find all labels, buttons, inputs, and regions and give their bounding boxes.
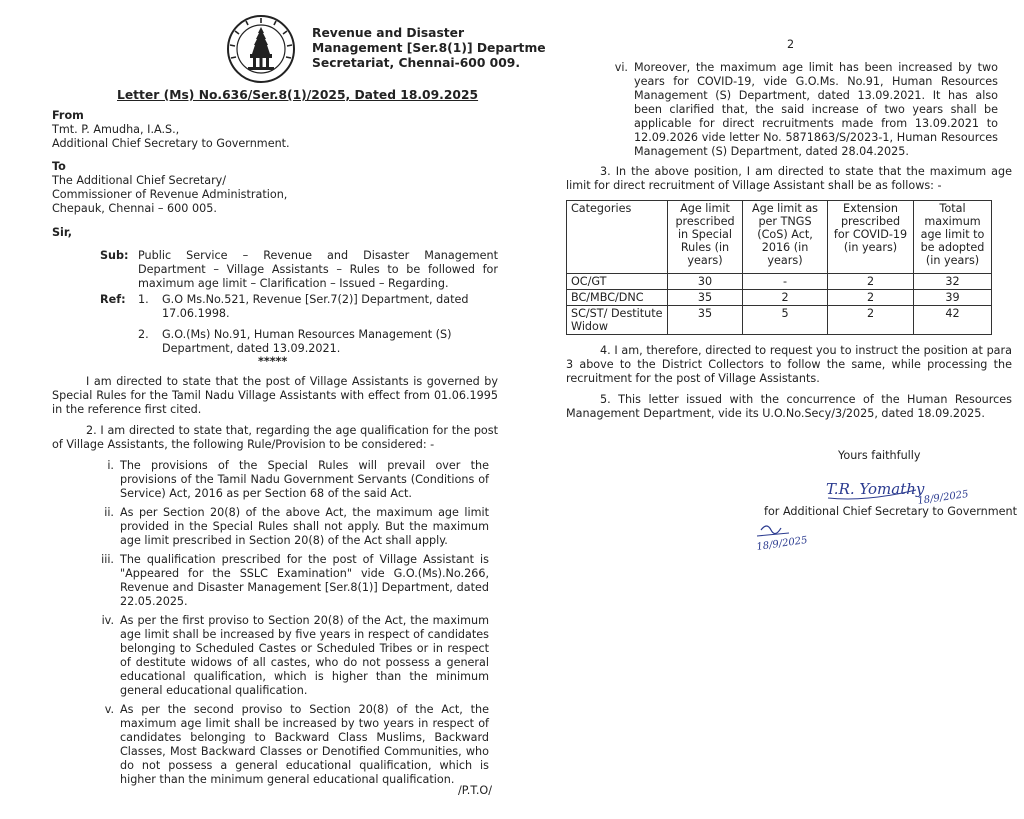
table-cell: 2	[828, 290, 914, 306]
table-header-cell: Extension prescribed for COVID-19 (in years)	[828, 201, 914, 274]
provision-number: iv.	[101, 614, 114, 627]
table-header-cell: Total maximum age limit to be adopted (in years)	[914, 201, 992, 274]
reference-number: 1.	[138, 293, 149, 306]
provision-number: vi.	[614, 61, 628, 74]
provision-number: v.	[104, 703, 114, 716]
table-header-cell: Categories	[567, 201, 668, 274]
subject-text: Public Service – Revenue and Disaster Management Department – Village Assistants – Rules to be followed for maximum age limit – Clarification – Issued – Regarding.	[138, 249, 498, 290]
separator-stars: *****	[258, 355, 288, 368]
table-cell: BC/MBC/DNC	[567, 290, 668, 306]
provision-item	[84, 703, 489, 787]
table-cell: 35	[668, 306, 743, 335]
closing: Yours faithfully	[838, 449, 921, 462]
provision-text: The qualification prescribed for the post of Village Assistant is "Appeared for the SSLC Examination" vide G.O.(Ms).No.266, Revenue and Disaster Management [Ser.8(1)] Department, dated 22.05.2025.	[120, 553, 489, 608]
signature-date: 18/9/2025	[916, 488, 970, 507]
paragraph-5: 5. This letter issued with the concurrence of the Human Resources Management Department, vide its U.O.No.Secy/3/2025, dated 18.09.2025.	[566, 393, 1012, 420]
from-designation: Additional Chief Secretary to Government.	[52, 137, 290, 150]
reference-item	[138, 293, 493, 321]
provisions-list	[84, 459, 489, 792]
to-label: To	[52, 160, 66, 173]
from-name: Tmt. P. Amudha, I.A.S.,	[52, 123, 180, 136]
table-cell: 2	[743, 290, 828, 306]
table-row	[567, 290, 992, 306]
table-cell: 30	[668, 274, 743, 290]
to-line-2: Commissioner of Revenue Administration,	[52, 188, 288, 201]
provision-number: ii.	[104, 506, 114, 519]
tamil-nadu-emblem-icon	[226, 14, 296, 84]
subject-label-text: Sub	[100, 249, 125, 262]
provision-item	[598, 61, 998, 159]
from-label: From	[52, 109, 84, 122]
table-cell: 39	[914, 290, 992, 306]
table-header-row	[567, 201, 992, 274]
reference-label: Ref:	[100, 293, 126, 306]
paragraph-4: 4. I am, therefore, directed to request you to instruct the position at para 3 above to the District Collectors to follow the same, while processing the recruitment for the post of Village Assistants.	[566, 344, 1012, 385]
paragraph-3: 3. In the above position, I am directed to state that the maximum age limit for direct recruitment of Village Assistant shall be as follows: -	[566, 165, 1012, 192]
table-cell: 2	[828, 306, 914, 335]
reference-item	[138, 328, 493, 356]
table-cell: 2	[828, 274, 914, 290]
letter-number: Letter (Ms) No.636/Ser.8(1)/2025, Dated 18.09.2025	[117, 88, 479, 102]
provision-item	[84, 553, 489, 609]
provision-item	[84, 506, 489, 548]
pto-marker: /P.T.O/	[458, 784, 492, 797]
department-line-1: Revenue and Disaster	[312, 26, 465, 40]
to-line-3: Chepauk, Chennai – 600 005.	[52, 202, 217, 215]
subject-label: Sub:	[100, 249, 129, 262]
table-cell: 35	[668, 290, 743, 306]
table-header-cell: Age limit prescribed in Special Rules (in years)	[668, 201, 743, 274]
salutation: Sir,	[52, 226, 73, 239]
reference-list	[138, 293, 493, 356]
paragraph-1: I am directed to state that the post of Village Assistants is governed by Special Rules for the Tamil Nadu Village Assistants with effect from 01.06.1995 in the reference first cited.	[52, 375, 498, 416]
department-header	[312, 26, 546, 71]
reference-text: G.O Ms.No.521, Revenue [Ser.7(2)] Department, dated 17.06.1998.	[162, 293, 469, 320]
signature-name: T.R. Yomathy	[826, 480, 925, 498]
provision-item	[84, 459, 489, 501]
to-block	[52, 160, 472, 216]
provision-text: As per Section 20(8) of the above Act, the maximum age limit provided in the Special Rules shall not apply. But the maximum age limit prescribed in Section 20(8) of the Act shall apply.	[120, 506, 489, 547]
provision-item	[84, 614, 489, 698]
department-line-3: Secretariat, Chennai-600 009.	[312, 56, 521, 70]
table-cell: -	[743, 274, 828, 290]
signatory-designation: for Additional Chief Secretary to Government	[764, 505, 1017, 518]
paragraph-2: 2. I am directed to state that, regarding the age qualification for the post of Village Assistants, the following Rule/Provision to be considered: -	[52, 424, 498, 451]
table-cell: SC/ST/ Destitute Widow	[567, 306, 668, 335]
reference-number: 2.	[138, 328, 149, 341]
initial-date: 18/9/2025	[755, 534, 809, 553]
table-row	[567, 306, 992, 335]
age-limit-table	[566, 200, 992, 335]
table-cell: OC/GT	[567, 274, 668, 290]
provision-number: i.	[107, 459, 114, 472]
page-number: 2	[787, 38, 795, 51]
provision-text: As per the second proviso to Section 20(8) of the Act, the maximum age limit shall be increased by two years in respect of candidates belonging to Backward Class Muslims, Backward Classes, Most Backward Classes or Denotified Communities, who do not possess a general educational qualification, which is higher than the minimum general educational qualification.	[120, 703, 489, 786]
table-header-cell: Age limit as per TNGS (CoS) Act, 2016 (in years)	[743, 201, 828, 274]
department-line-2: Management [Ser.8(1)] Departme	[312, 41, 546, 55]
initials-handwritten	[755, 520, 835, 560]
table-row	[567, 274, 992, 290]
to-line-1: The Additional Chief Secretary/	[52, 174, 227, 187]
from-block	[52, 109, 472, 151]
provision-text: As per the first proviso to Section 20(8) of the Act, the maximum age limit shall be increased by five years in respect of candidates belonging to Scheduled Castes or Scheduled Tribes or in respect of destitute widows of all castes, who do not possess a general educational qualification, which is higher than the minimum general educational qualification.	[120, 614, 489, 697]
table-cell: 42	[914, 306, 992, 335]
provision-number: iii.	[101, 553, 114, 566]
provision-text: Moreover, the maximum age limit has been increased by two years for COVID-19, vide G.O.Ms. No.91, Human Resources Management (S) Department, dated 13.09.2021. It has also been clarified that, the said increase of two years shall be applicable for direct recruitments made from 13.09.2021 to 12.09.2026 vide letter No. 5871863/S/2023-1, Human Resources Management (S) Department, dated 28.04.2025.	[634, 61, 998, 158]
reference-label-text: Ref	[100, 293, 122, 306]
provision-vi	[598, 61, 998, 164]
provision-text: The provisions of the Special Rules will prevail over the provisions of the Tamil Nadu Government Servants (Conditions of Service) Act, 2016 as per Section 68 of the said Act.	[120, 459, 489, 500]
reference-text: G.O.(Ms) No.91, Human Resources Management (S) Department, dated 13.09.2021.	[162, 328, 452, 355]
table-cell: 5	[743, 306, 828, 335]
page-two	[512, 0, 1024, 819]
table-cell: 32	[914, 274, 992, 290]
